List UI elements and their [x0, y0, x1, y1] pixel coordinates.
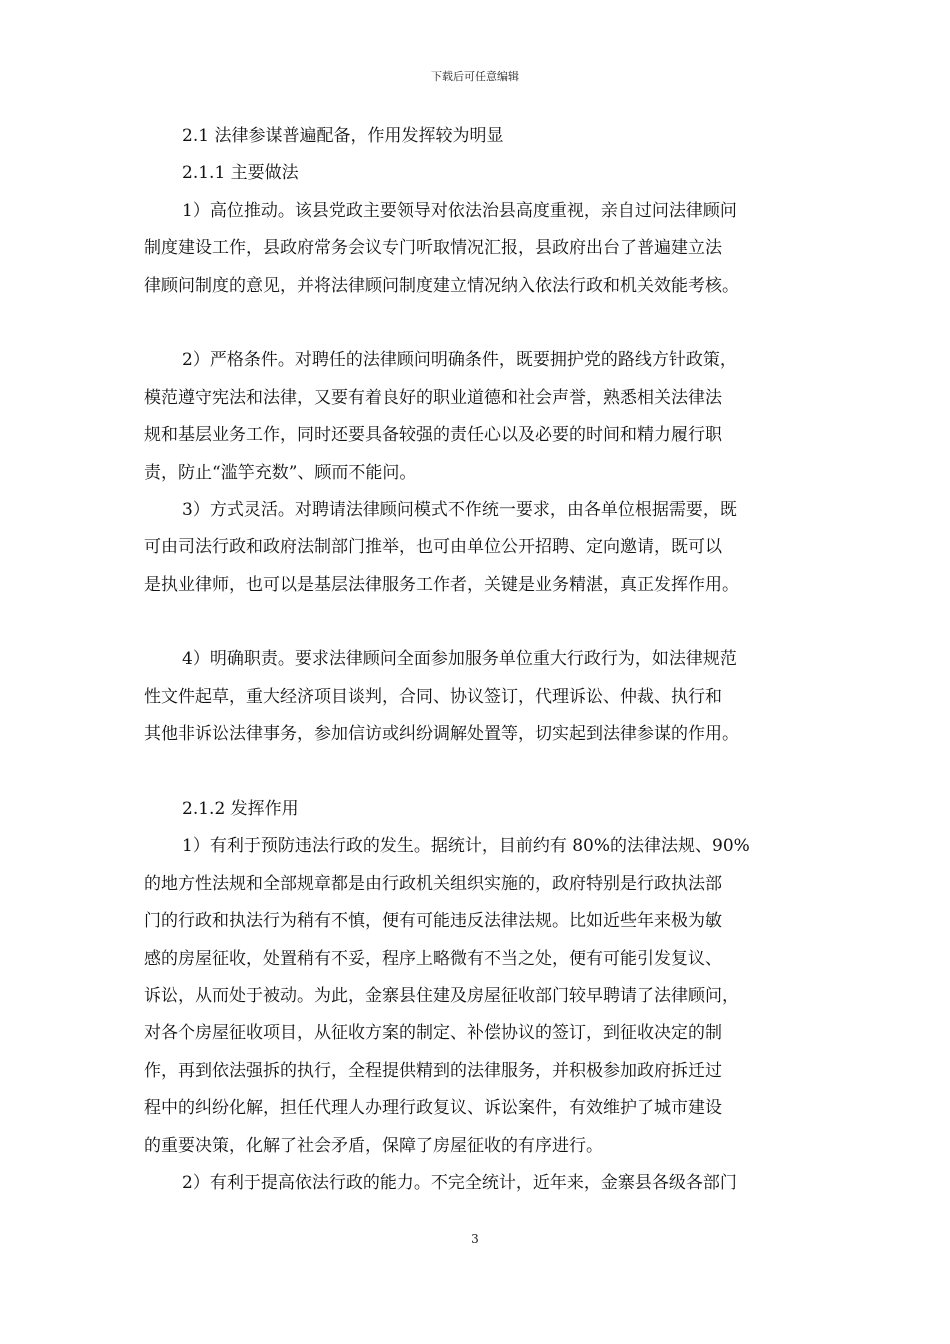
text-line: 可由司法行政和政府法制部门推举，也可由单位公开招聘、定向邀请，既可以	[144, 537, 722, 558]
text-line: 诉讼，从而处于被动。为此，金寨县住建及房屋征收部门较早聘请了法律顾问，	[144, 985, 739, 1006]
text-line: 其他非诉讼法律事务，参加信访或纠纷调解处置等，切实起到法律参谋的作用。	[144, 724, 739, 745]
text-line: 2）严格条件。对聘任的法律顾问明确条件，既要拥护党的路线方针政策，	[182, 350, 737, 371]
text-line: 2）有利于提高依法行政的能力。不完全统计，近年来，金寨县各级各部门	[182, 1172, 737, 1193]
text-line: 制度建设工作，县政府常务会议专门听取情况汇报，县政府出台了普遍建立法	[144, 238, 722, 259]
text-line: 2.1.1 主要做法	[182, 163, 299, 184]
text-line: 感的房屋征收，处置稍有不妥，程序上略微有不当之处，便有可能引发复议、	[144, 948, 722, 969]
text-line: 2.1.2 发挥作用	[182, 799, 299, 820]
text-line: 1）有利于预防违法行政的发生。据统计，目前约有 80%的法律法规、90%	[182, 836, 750, 857]
text-line: 律顾问制度的意见，并将法律顾问制度建立情况纳入依法行政和机关效能考核。	[144, 275, 739, 296]
text-line: 的重要决策，化解了社会矛盾，保障了房屋征收的有序进行。	[144, 1135, 603, 1156]
text-line: 的地方性法规和全部规章都是由行政机关组织实施的，政府特别是行政执法部	[144, 873, 722, 894]
text-line: 3）方式灵活。对聘请法律顾问模式不作统一要求，由各单位根据需要，既	[182, 499, 737, 520]
blank-line	[144, 305, 820, 342]
blank-line	[144, 604, 820, 641]
text-line: 模范遵守宪法和法律，又要有着良好的职业道德和社会声誉，熟悉相关法律法	[144, 387, 722, 408]
text-line: 责，防止“滥竽充数”、顾而不能问。	[144, 462, 417, 483]
page-header: 下载后可任意编辑	[431, 70, 519, 83]
text-line: 规和基层业务工作，同时还要具备较强的责任心以及必要的时间和精力履行职	[144, 425, 722, 446]
text-line: 4）明确职责。要求法律顾问全面参加服务单位重大行政行为，如法律规范	[182, 649, 737, 670]
text-line: 2.1 法律参谋普遍配备，作用发挥较为明显	[182, 126, 504, 146]
text-line: 对各个房屋征收项目，从征收方案的制定、补偿协议的签订，到征收决定的制	[144, 1023, 722, 1044]
text-line: 门的行政和执法行为稍有不慎，便有可能违反法律法规。比如近些年来极为敏	[144, 911, 722, 932]
blank-line	[144, 754, 820, 791]
page-number: 3	[471, 1232, 479, 1246]
text-line: 作，再到依法强拆的执行，全程提供精到的法律服务，并积极参加政府拆迁过	[144, 1060, 722, 1081]
text-line: 是执业律师，也可以是基层法律服务工作者，关键是业务精湛，真正发挥作用。	[144, 574, 739, 595]
text-line: 程中的纠纷化解，担任代理人办理行政复议、诉讼案件，有效维护了城市建设	[144, 1098, 722, 1119]
text-line: 1）高位推动。该县党政主要领导对依法治县高度重视，亲自过问法律顾问	[182, 200, 737, 221]
document-body	[144, 118, 820, 1202]
text-line: 性文件起草，重大经济项目谈判，合同、协议签订，代理诉讼、仲裁、执行和	[144, 686, 722, 707]
